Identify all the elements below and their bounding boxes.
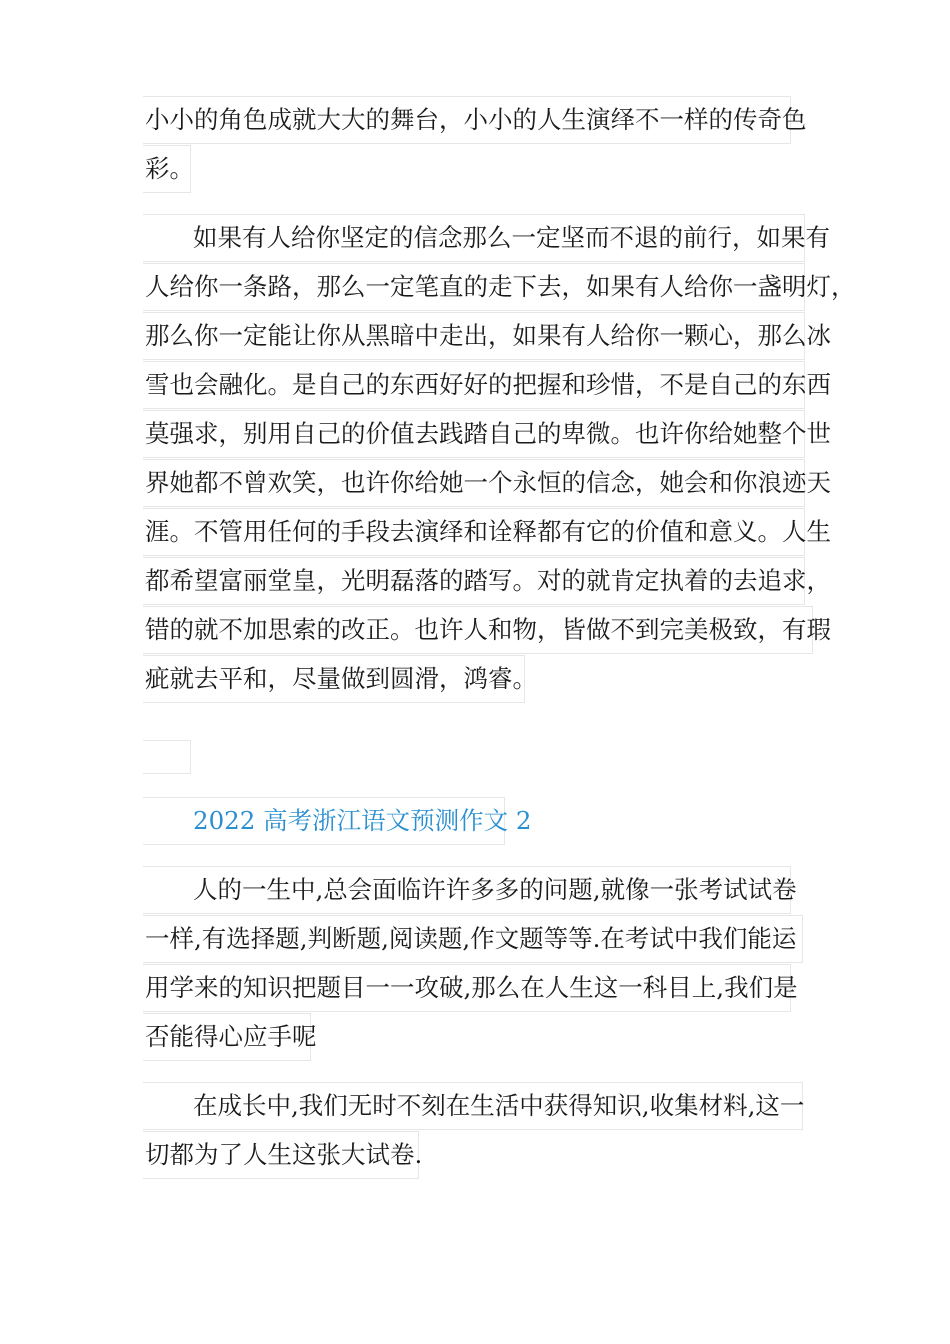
text-line: 界她都不曾欢笑，也许你给她一个永恒的信念，她会和你浪迹天: [143, 459, 805, 507]
text-line: 如果有人给你坚定的信念那么一定坚而不退的前行，如果有: [143, 214, 805, 262]
text-line: 雪也会融化。是自己的东西好好的把握和珍惜，不是自己的东西: [143, 361, 805, 409]
text-line: 彩。: [143, 145, 191, 193]
text-line: 莫强求，别用自己的价值去践踏自己的卑微。也许你给她整个世: [143, 410, 805, 458]
text-line: 涯。不管用任何的手段去演绎和诠释都有它的价值和意义。人生: [143, 508, 805, 556]
text-line: 都希望富丽堂皇，光明磊落的踏写。对的就肯定执着的去追求，: [143, 557, 805, 605]
text-line: 切都为了人生这张大试卷.: [143, 1131, 419, 1179]
section-heading: 2022 高考浙江语文预测作文 2: [143, 797, 505, 845]
text-line: 否能得心应手呢: [143, 1013, 311, 1061]
text-line: 用学来的知识把题目一一攻破,那么在人生这一科目上,我们是: [143, 964, 791, 1012]
text-line: 错的就不加思索的改正。也许人和物，皆做不到完美极致，有瑕: [143, 606, 813, 654]
empty-line-box: [143, 740, 191, 774]
text-line: 小小的角色成就大大的舞台，小小的人生演绎不一样的传奇色: [143, 96, 791, 144]
text-line: 在成长中,我们无时不刻在生活中获得知识,收集材料,这一: [143, 1082, 803, 1130]
text-line: 那么你一定能让你从黑暗中走出，如果有人给你一颗心，那么冰: [143, 312, 805, 360]
text-line: 人的一生中,总会面临许许多多的问题,就像一张考试试卷: [143, 866, 791, 914]
text-line: 疵就去平和，尽量做到圆滑，鸿睿。: [143, 655, 525, 703]
text-line: 一样,有选择题,判断题,阅读题,作文题等等.在考试中我们能运: [143, 915, 803, 963]
text-line: 人给你一条路，那么一定笔直的走下去，如果有人给你一盏明灯，: [143, 263, 805, 311]
